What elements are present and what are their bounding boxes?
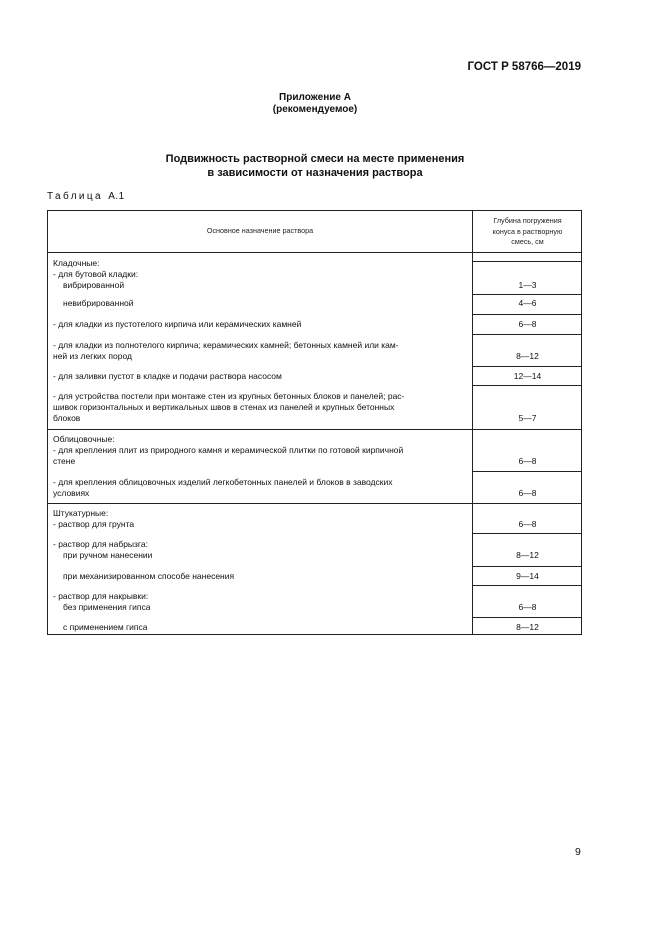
group-divider xyxy=(48,503,581,504)
table-row-text: - для кладки из пустотелого кирпича или керамических камней xyxy=(53,319,302,329)
row-divider xyxy=(472,585,582,586)
table-row-value: 5—7 xyxy=(518,413,537,423)
table-row-text: - раствор для грунта xyxy=(53,519,135,529)
row-divider xyxy=(472,566,582,567)
table-row-value: 1—3 xyxy=(518,280,537,290)
table-row-text: при ручном нанесении xyxy=(63,550,153,560)
column-header-depth xyxy=(473,216,582,248)
row-divider xyxy=(472,533,582,534)
table-row-text: условиях xyxy=(53,488,90,498)
row-divider xyxy=(472,314,582,315)
table-row-text: - для заливки пустот в кладке и подачи раствора насосом xyxy=(53,371,282,381)
table-row-value: 6—8 xyxy=(518,519,537,529)
table-row-text: ней из легких пород xyxy=(53,351,132,361)
table-row-text: без применения гипса xyxy=(63,602,151,612)
table-row-text: вибрированной xyxy=(63,280,125,290)
table-row-value: 12—14 xyxy=(513,371,542,381)
table-row-text: с применением гипса xyxy=(63,622,148,632)
section-title-line2: в зависимости от назначения раствора xyxy=(207,167,423,179)
table-row-text: блоков xyxy=(53,413,81,423)
table-row-text: - для кладки из полнотелого кирпича; керамических камней; бетонных камней или кам- xyxy=(53,340,399,350)
table-row-value: 4—6 xyxy=(518,298,537,308)
section-title-line1: Подвижность растворной смеси на месте применения xyxy=(165,153,465,165)
row-divider xyxy=(472,334,582,335)
table-row-text: шивок горизонтальных и вертикальных швов в стенах из панелей и крупных бетонных xyxy=(53,402,395,412)
table-row-value: 6—8 xyxy=(518,602,537,612)
table-caption xyxy=(47,191,125,202)
table-row-value: 8—12 xyxy=(516,351,539,361)
table-row-text: стене xyxy=(53,456,76,466)
table-row-text: - раствор для набрызга: xyxy=(53,539,148,549)
table-caption-word: Таблица xyxy=(47,191,104,202)
table-row-text: - раствор для накрывки: xyxy=(53,591,149,601)
row-divider xyxy=(472,294,582,295)
page-number: 9 xyxy=(575,846,581,858)
header-divider xyxy=(48,252,581,253)
table-row-text: Кладочные: xyxy=(53,258,100,268)
row-divider xyxy=(472,366,582,367)
column-header-purpose: Основное назначение раствора xyxy=(206,226,314,235)
row-divider xyxy=(472,617,582,618)
table-row-text: Облицовочные: xyxy=(53,434,115,444)
row-divider xyxy=(472,471,582,472)
appendix-title: Приложение А xyxy=(279,92,351,103)
mortar-table xyxy=(47,210,582,635)
table-row-value: 6—8 xyxy=(518,319,537,329)
table-row-value: 8—12 xyxy=(516,622,539,632)
column-header-depth-line: смесь, см xyxy=(511,237,544,246)
row-divider xyxy=(472,385,582,386)
table-row-text: - для бутовой кладки: xyxy=(53,269,139,279)
table-row-value: 8—12 xyxy=(516,550,539,560)
table-row-text: - для устройства постели при монтаже стен из крупных бетонных блоков и панелей; рас- xyxy=(53,391,405,401)
table-row-text: - для крепления плит из природного камня и керамической плитки по готовой кирпичной xyxy=(53,445,404,455)
column-header-depth-line: Глубина погружения xyxy=(493,216,562,225)
column-header-depth-line: конуса в растворную xyxy=(492,226,563,236)
table-caption-number: А.1 xyxy=(108,191,125,202)
table-row-value: 9—14 xyxy=(516,571,539,581)
row-divider xyxy=(472,261,582,262)
table-row-text: при механизированном способе нанесения xyxy=(63,571,235,581)
table-row-text: Штукатурные: xyxy=(53,508,109,518)
table-row-text: - для крепления облицовочных изделий легкобетонных панелей и блоков в заводских xyxy=(53,477,393,487)
table-row-value: 6—8 xyxy=(518,456,537,466)
standard-code: ГОСТ Р 58766—2019 xyxy=(467,61,581,73)
table-row-text: невибрированной xyxy=(63,298,134,308)
table-row-value: 6—8 xyxy=(518,488,537,498)
group-divider xyxy=(48,429,581,430)
appendix-status: (рекомендуемое) xyxy=(272,104,358,115)
